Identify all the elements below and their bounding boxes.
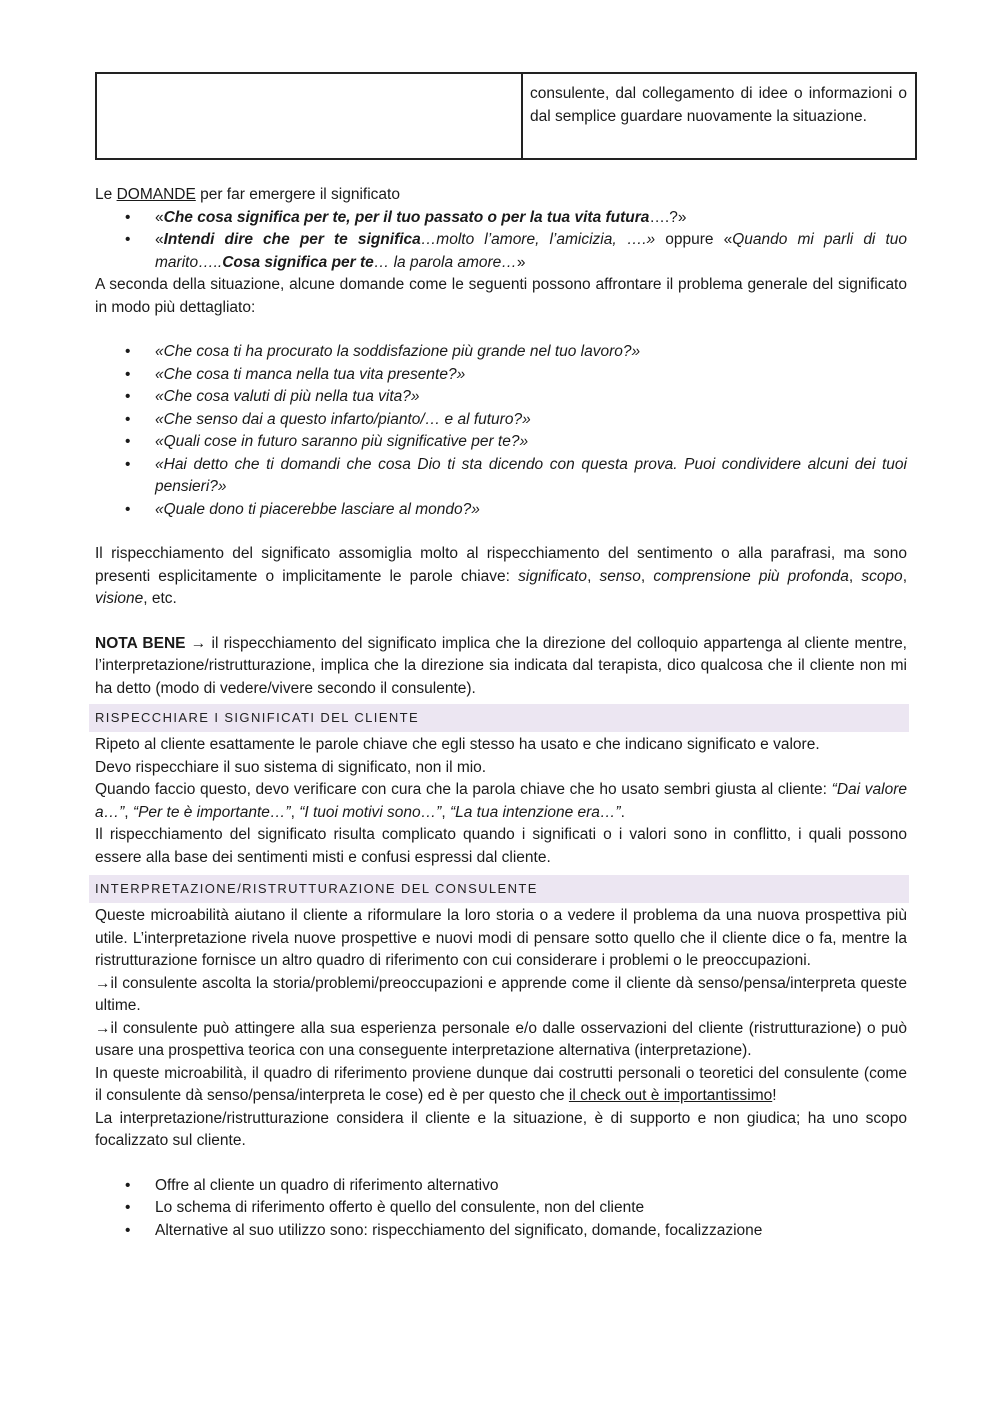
list-item [95, 207, 907, 230]
question-bold: Intendi dire che per te significa [163, 231, 421, 248]
paragraph-text: Quando faccio questo, devo verificare con cura che la parola chiave che ho usato sembri giusta al cliente: [95, 781, 832, 798]
keyword: comprensione più profonda [653, 567, 849, 585]
keyword: scopo [861, 567, 903, 585]
list-item [95, 1220, 907, 1243]
bullet-icon: • [125, 1221, 131, 1239]
list-item [95, 386, 907, 409]
final-list [95, 1175, 907, 1243]
table-cell-text: consulente, dal collegamento di idee o informazioni o dal semplice guardare nuovamente la situazione. [522, 73, 916, 159]
separator: , [640, 567, 654, 585]
example-phrase: “I tuoi motivi sono…” [299, 803, 442, 821]
quote-open: « [155, 231, 164, 248]
questions-list [95, 341, 907, 521]
bullet-icon: • [125, 365, 131, 383]
question-text: «Quale dono ti piacerebbe lasciare al mondo?» [155, 500, 480, 518]
list-item [95, 1175, 907, 1198]
section2-p2: →il consulente ascolta la storia/problemi/preoccupazioni e apprende come il cliente dà senso/pensa/interpreta queste ultime. [95, 974, 907, 1014]
bullet-icon: • [125, 410, 131, 428]
separator: , [848, 567, 862, 585]
quote-close: » [516, 253, 526, 271]
paragraph-text: Il rispecchiamento del significato assomiglia molto al rispecchiamento del sentimento o alla parafrasi, ma sono presenti esplicitamente o implicitamente le parole chiave: [95, 545, 907, 585]
separator: , [124, 803, 133, 821]
domande-underlined: DOMANDE [116, 186, 196, 203]
continuation-table [95, 72, 917, 160]
bullet-icon: • [125, 208, 131, 226]
list-item-text: Lo schema di riferimento offerto è quello del consulente, non del cliente [155, 1199, 645, 1216]
list-item [95, 1197, 907, 1220]
quote-open: « [155, 208, 164, 226]
question-text: «Che cosa ti ha procurato la soddisfazione più grande nel tuo lavoro?» [155, 343, 641, 360]
domande-intro [95, 184, 907, 207]
keyword: significato [518, 567, 588, 585]
section2-p4 [95, 1063, 907, 1108]
bullet-icon: • [125, 1199, 131, 1216]
nota-bene-paragraph [95, 633, 907, 701]
question-mid: oppure « [655, 231, 733, 248]
keyword: senso [599, 567, 641, 585]
section1-p3 [95, 779, 907, 824]
nota-bene-label: NOTA BENE [95, 634, 186, 652]
list-item [95, 499, 907, 522]
check-out-underlined: il check out è importantissimo [568, 1087, 773, 1104]
example-phrase: “Per te è importante…” [132, 803, 291, 821]
question-text: «Hai detto che ti domandi che cosa Dio ti sta dicendo con questa prova. Puoi condividere alcuni dei tuoi pensieri?» [155, 455, 907, 495]
section2-p5: La interpretazione/ristrutturazione considera il cliente e la situazione, è di supporto e non giudica; ha uno scopo focalizzato sul cliente. [95, 1109, 907, 1149]
intro-suffix: per far emergere il significato [195, 186, 400, 203]
question-text: «Che cosa valuti di più nella tua vita?» [155, 388, 420, 405]
paragraph-text: In queste microabilità, il quadro di riferimento proviene dunque dai costrutti personali o teoretici del consulente (come il consulente dà senso/pensa/interpreta le cose) ed è per questo che [95, 1064, 907, 1104]
separator: . [620, 803, 625, 821]
bullet-icon: • [125, 231, 131, 248]
section-heading-rispecchiare: RISPECCHIARE I SIGNIFICATI DEL CLIENTE [89, 704, 909, 732]
question-italic: Quando mi parli di tuo marito….. [155, 231, 908, 271]
nota-bene-text: → il rispecchiamento del significato implica che la direzione del colloquio appartenga al cliente mentre, l’interpretazione/ristrutturazione, implica che la direzione sia indicata dal terapista, dico qualcosa che il cliente non mi ha detto (modo di vedere/vivere secondo il consulente). [95, 634, 907, 697]
bullet-icon: • [125, 1176, 131, 1194]
list-item [95, 364, 907, 387]
section-heading-interpretazione: INTERPRETAZIONE/RISTRUTTURAZIONE DEL CONSULENTE [89, 875, 909, 903]
example-phrase: “La tua intenzione era…” [449, 803, 621, 821]
question-italic: …molto l’amore, l’amicizia, ….» [420, 231, 656, 248]
domande-list [95, 207, 907, 275]
list-item [95, 454, 907, 499]
separator: , [290, 803, 300, 821]
table-cell-empty [96, 73, 522, 159]
question-text: «Che cosa ti manca nella tua vita presente?» [155, 365, 466, 383]
section2-p3: →il consulente può attingere alla sua esperienza personale e/o dalle osservazioni del cliente (ristrutturazione) o può usare una prospettiva teorica con una conseguente interpretazione alternativa (interpretazione). [95, 1019, 907, 1059]
situazione-paragraph: A seconda della situazione, alcune domande come le seguenti possono affrontare il problema generale del significato in modo più dettagliato: [95, 276, 907, 316]
separator: , [587, 567, 600, 585]
intro-prefix: Le [95, 186, 117, 203]
bullet-icon: • [125, 388, 131, 405]
separator: , [441, 803, 450, 821]
question-bold: Cosa significa per te [222, 253, 374, 271]
question-bold: Che cosa significa per te, per il tuo passato o per la tua vita futura [163, 208, 650, 226]
question-text: «Che senso dai a questo infarto/pianto/… e al futuro?» [155, 410, 531, 428]
bullet-icon: • [125, 455, 131, 473]
bullet-icon: • [125, 433, 131, 450]
list-item [95, 431, 907, 454]
list-item-text: Alternative al suo utilizzo sono: rispecchiamento del significato, domande, focalizzazione [155, 1221, 763, 1239]
example-phrase: “Dai valore a…” [95, 781, 907, 821]
list-item [95, 341, 907, 364]
separator: , [902, 567, 907, 585]
question-italic: … la parola amore… [373, 253, 517, 271]
section1-p2: Devo rispecchiare il suo sistema di significato, non il mio. [95, 758, 487, 776]
list-item [95, 229, 907, 274]
document-page [95, 72, 907, 1242]
section1-p4: Il rispecchiamento del significato risulta complicato quando i significati o i valori sono in conflitto, i quali possono essere alla base dei sentimenti misti e confusi espressi dal cliente. [95, 826, 907, 866]
keyword: visione [95, 590, 144, 607]
section2-p1: Queste microabilità aiutano il cliente a riformulare la loro storia o a vedere il problema da una nuova prospettiva più utile. L’interpretazione rivela nuove prospettive e nuovi modi di pensare sotto quello che il cliente dice o fa, mentre la ristrutturazione fornisce un altro quadro di riferimento con cui considerare i problemi o le preoccupazioni. [95, 907, 907, 969]
separator: ! [772, 1087, 777, 1104]
list-item-text: Offre al cliente un quadro di riferimento alternativo [155, 1176, 499, 1194]
question-text: «Quali cose in futuro saranno più significative per te?» [155, 433, 529, 450]
list-item [95, 409, 907, 432]
question-tail: ….?» [649, 208, 687, 226]
separator: , etc. [143, 590, 177, 607]
rispecchiamento-paragraph [95, 543, 907, 611]
bullet-icon: • [125, 500, 131, 518]
section1-p1: Ripeto al cliente esattamente le parole chiave che egli stesso ha usato e che indicano significato e valore. [95, 736, 820, 753]
bullet-icon: • [125, 343, 131, 360]
